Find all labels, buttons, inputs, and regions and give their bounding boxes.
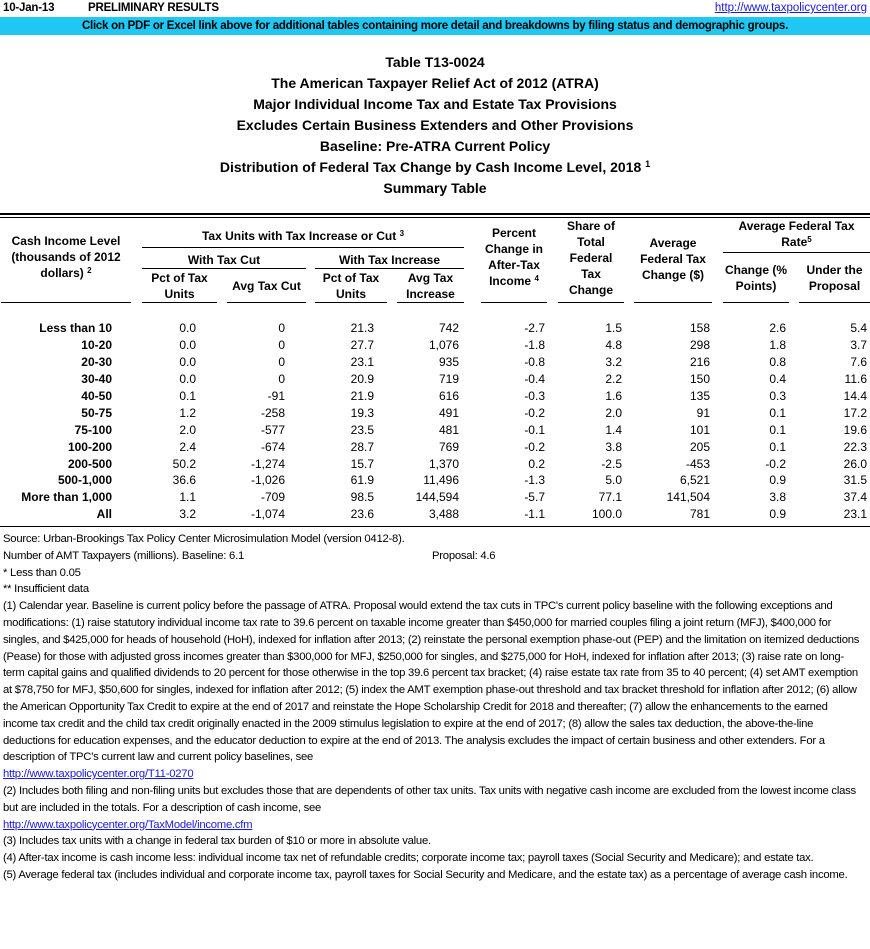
rate-change-cell: 0.3: [769, 389, 786, 403]
hdr-line: Change ($): [641, 268, 704, 282]
hdr-line: Average Federal Tax: [738, 219, 855, 233]
table-row: [0, 371, 867, 388]
group-avg-rate: [723, 218, 870, 250]
table-distribution-title: [0, 157, 870, 178]
footnote-ref: 2: [87, 266, 92, 275]
rate-under-cell: 19.6: [843, 422, 867, 437]
hdr-line: Pct of Tax: [322, 271, 380, 285]
income-level-cell: 30-40: [81, 372, 112, 387]
cut-avg-cell: 0: [278, 372, 285, 387]
income-level-cell: Less than 10: [39, 321, 112, 336]
table-summary-label: Summary Table: [383, 180, 487, 196]
col-underline: [723, 302, 789, 303]
pct-change-cell: -1.1: [524, 507, 545, 522]
rate-under-cell: 23.1: [843, 507, 867, 522]
col-pct-change: [481, 225, 547, 289]
table-row: [0, 438, 867, 455]
rate-under-cell: 3.7: [850, 338, 867, 353]
avg-change-cell: 91: [696, 405, 710, 420]
table-titles: [0, 52, 870, 199]
cut-avg-cell: -1,026: [250, 473, 285, 488]
hdr-line: [0, 265, 132, 281]
rate-under-cell: 26.0: [843, 456, 867, 471]
col-underline: [397, 302, 464, 303]
double-star-note: ** Insufficient data: [3, 583, 89, 596]
inc-pct-cell: 61.9: [350, 473, 374, 488]
rate-change-cell: 0.9: [769, 473, 786, 488]
inc-avg-cell: 491: [438, 405, 459, 420]
rate-under-cell: 5.4: [850, 321, 867, 336]
hdr-line: Change in: [484, 242, 543, 256]
cut-avg-cell: -1,274: [250, 456, 285, 471]
col-underline: [634, 302, 712, 303]
table-row: [0, 455, 867, 472]
col-underline: [142, 302, 217, 303]
rate-change-cell: 0.1: [769, 422, 786, 437]
col-share: [558, 218, 624, 298]
col-cut-pct: [142, 270, 217, 302]
status-label: PRELIMINARY RESULTS: [88, 2, 219, 14]
rate-change-cell: 0.8: [769, 355, 786, 370]
cut-pct-cell: 36.6: [172, 473, 196, 488]
table-subtitle-1: Major Individual Income Tax and Estate Tax Provisions: [253, 96, 617, 112]
footnote-2: (2) Includes both filing and non-filing units but excludes those that are dependents of other tax units. Tax units with negative cash income are excluded from the lowest income class but are included in the totals. For a description of cash income, see: [3, 784, 856, 814]
inc-avg-cell: 935: [438, 355, 459, 370]
footnote-ref: 5: [807, 235, 812, 244]
col-cut-avg: Avg Tax Cut: [232, 279, 301, 293]
avg-change-cell: -453: [685, 456, 710, 471]
hdr-line: Units: [336, 287, 366, 301]
group-tax-units: [142, 228, 464, 244]
hdr-line: Change: [568, 283, 613, 297]
pct-change-cell: -0.2: [524, 439, 545, 454]
hdr-line: Average: [649, 236, 697, 250]
pct-change-cell: -0.8: [524, 355, 545, 370]
inc-avg-cell: 742: [438, 321, 459, 336]
pct-change-cell: 0.2: [528, 456, 545, 471]
avg-change-cell: 298: [689, 338, 710, 353]
rate-change-cell: 3.8: [769, 490, 786, 505]
cut-pct-cell: 0.1: [179, 389, 196, 403]
share-cell: 2.0: [605, 405, 622, 420]
share-cell: 1.6: [605, 389, 622, 403]
inc-avg-cell: 144,594: [415, 490, 459, 505]
inc-pct-cell: 27.7: [350, 338, 374, 353]
table-title: The American Taxpayer Relief Act of 2012 (ATRA): [271, 75, 599, 91]
share-cell: 1.4: [605, 422, 622, 437]
hdr-line: Increase: [406, 287, 455, 301]
subgroup-tax-cut: With Tax Cut: [187, 253, 261, 267]
rate-change-cell: 0.9: [769, 507, 786, 522]
inc-avg-cell: 11,496: [423, 473, 459, 488]
col-underline: [481, 302, 547, 303]
cut-avg-cell: -1,074: [250, 507, 285, 522]
pct-change-cell: -0.2: [524, 405, 545, 420]
income-level-cell: 50-75: [81, 405, 112, 420]
inc-avg-cell: 3,488: [428, 507, 459, 522]
rate-under-cell: 17.2: [843, 405, 867, 420]
inc-pct-cell: 23.1: [350, 355, 374, 370]
income-level-cell: 500-1,000: [57, 473, 112, 488]
hdr-line: Points): [735, 279, 777, 293]
avg-change-cell: 150: [689, 372, 710, 387]
inc-pct-cell: 98.5: [350, 490, 374, 505]
amt-baseline: Number of AMT Taxpayers (millions). Baseline: 6.1: [3, 549, 244, 562]
cut-avg-cell: -91: [267, 389, 285, 403]
table-id: Table T13-0024: [385, 54, 485, 70]
rate-change-cell: 0.1: [769, 405, 786, 420]
share-cell: -2.5: [601, 456, 622, 471]
cut-pct-cell: 0.0: [179, 372, 196, 387]
cut-pct-cell: 3.2: [179, 507, 196, 522]
hdr-line: (thousands of 2012: [11, 250, 121, 264]
share-cell: 2.2: [605, 372, 622, 387]
share-cell: 3.8: [605, 439, 622, 454]
footnote-4: (4) After-tax income is cash income less: individual income tax net of refundable credits; corporate income tax; payroll taxes (Social Security and Medicare); and estate tax.: [3, 852, 814, 865]
table-bottom-rule: [0, 526, 870, 527]
hdr-text: dollars): [40, 266, 84, 280]
rate-under-cell: 37.4: [843, 490, 867, 505]
tpc-home-link[interactable]: http://www.taxpolicycenter.org: [714, 2, 867, 14]
baseline-link[interactable]: http://www.taxpolicycenter.org/T11-0270: [3, 768, 194, 781]
cut-avg-cell: -674: [260, 439, 285, 454]
hdr-line: Pct of Tax: [151, 271, 208, 285]
group-underline: [142, 247, 464, 248]
table-row: [0, 337, 867, 354]
hdr-line: Avg Tax: [407, 271, 454, 285]
cut-avg-cell: 0: [278, 355, 285, 370]
hdr-line: Tax: [581, 267, 601, 281]
cut-avg-cell: -577: [260, 422, 285, 437]
hdr-line: Federal Tax: [640, 252, 706, 266]
footnote-ref: 3: [399, 229, 405, 238]
income-level-cell: 10-20: [81, 338, 112, 353]
share-cell: 4.8: [605, 338, 622, 353]
table-row: [0, 320, 867, 337]
pct-change-cell: -2.7: [524, 321, 545, 336]
income-level-cell: All: [96, 507, 112, 522]
hdr-line: Units: [164, 287, 195, 301]
amt-proposal: Proposal: 4.6: [432, 549, 496, 562]
inc-pct-cell: 28.7: [350, 439, 374, 454]
rate-change-cell: 2.6: [769, 321, 786, 336]
rate-change-cell: 0.4: [769, 372, 786, 387]
subgroup-underline: [315, 268, 464, 269]
hdr-line: Percent: [491, 226, 537, 240]
cut-pct-cell: 50.2: [172, 456, 196, 471]
col-underline: [227, 302, 306, 303]
pct-change-cell: -0.1: [524, 422, 545, 437]
report-date: 10-Jan-13: [3, 2, 55, 14]
avg-change-cell: 135: [689, 389, 710, 403]
inc-avg-cell: 769: [438, 439, 459, 454]
avg-change-cell: 6,521: [679, 473, 710, 488]
footnote-ref: 4: [534, 274, 539, 283]
cut-avg-cell: -258: [260, 405, 285, 420]
data-table: [0, 320, 867, 523]
col-underline: [799, 302, 870, 303]
hdr-line: [481, 273, 547, 289]
rate-under-cell: 31.5: [843, 473, 867, 488]
cut-avg-cell: 0: [278, 321, 285, 336]
star-note: * Less than 0.05: [3, 566, 81, 579]
share-cell: 5.0: [605, 473, 622, 488]
cut-pct-cell: 0.0: [179, 355, 196, 370]
cut-avg-cell: -709: [260, 490, 285, 505]
top-bar: [0, 0, 870, 17]
cash-income-link[interactable]: http://www.taxpolicycenter.org/TaxModel/income.cfm: [3, 818, 253, 831]
col-underline: [558, 302, 624, 303]
inc-pct-cell: 20.9: [350, 372, 374, 387]
rate-under-cell: 11.6: [844, 372, 867, 387]
col-underline: [1, 302, 131, 303]
hdr-text: Tax Units with Tax Increase or Cut: [201, 229, 397, 243]
inc-pct-cell: 19.3: [350, 405, 374, 420]
rate-change-cell: 0.1: [769, 439, 786, 454]
hdr-text: Income: [489, 274, 532, 288]
pct-change-cell: -1.3: [524, 473, 545, 488]
share-cell: 77.1: [598, 490, 622, 505]
income-level-cell: 20-30: [81, 355, 112, 370]
hdr-line: After-Tax: [488, 258, 540, 272]
inc-pct-cell: 21.3: [350, 321, 374, 336]
footnote-5: (5) Average federal tax (includes individual and corporate income tax, payroll taxes for Social Security and Medicare, and the estate tax) as a percentage of average cash income.: [3, 868, 848, 881]
hdr-text: Rate: [781, 235, 808, 249]
income-level-cell: 40-50: [81, 389, 112, 403]
income-level-cell: 200-500: [67, 456, 112, 471]
pct-change-cell: -0.3: [524, 389, 545, 403]
table-row: [0, 472, 867, 489]
cut-pct-cell: 1.1: [179, 490, 196, 505]
cut-pct-cell: 0.0: [179, 338, 196, 353]
rate-under-cell: 22.3: [843, 439, 867, 454]
inc-avg-cell: 719: [438, 372, 459, 387]
table-row: [0, 388, 867, 405]
col-rate-under: [799, 262, 870, 294]
avg-change-cell: 141,504: [666, 490, 710, 505]
col-rate-change: [723, 262, 789, 294]
group-underline: [723, 252, 870, 253]
rate-change-cell: 1.8: [769, 338, 786, 353]
cut-pct-cell: 0.0: [179, 321, 196, 336]
cut-pct-cell: 2.0: [179, 422, 196, 437]
cut-pct-cell: 1.2: [179, 405, 196, 420]
distribution-text: Distribution of Federal Tax Change by Cash Income Level, 2018: [219, 159, 642, 175]
col-avg-change: [634, 235, 712, 283]
amt-note: [3, 548, 865, 565]
subgroup-underline: [142, 268, 306, 269]
table-baseline: Baseline: Pre-ATRA Current Policy: [319, 138, 551, 154]
hdr-line: Proposal: [808, 279, 861, 293]
avg-change-cell: 781: [689, 507, 710, 522]
cut-avg-cell: 0: [278, 338, 285, 353]
subgroup-tax-increase: With Tax Increase: [338, 253, 441, 267]
hdr-line: Total: [577, 235, 605, 249]
table-row: [0, 354, 867, 371]
avg-change-cell: 205: [689, 439, 710, 454]
avg-change-cell: 158: [689, 321, 710, 336]
hdr-line: [723, 234, 870, 250]
inc-pct-cell: 21.9: [350, 389, 374, 403]
footnote-1: (1) Calendar year. Baseline is current policy before the passage of ATRA. Proposal would extend the tax cuts in TPC's current policy baseline with the following exceptions and modifications: (1) raise statutory individual income tax rate to 39.6 percent on taxable income greater than $450,000 for married couples filing a joint return (MFJ), $400,000 for singles, and $425,000 for heads of household (HoH), indexed for inflation after 2013; (2) reinstate the personal exemption phase-out (PEP) and the limitation on itemized deductions (Pease) for those with adjusted gross incomes greater than $300,000 for MFJ, $250,000 for singles, and $275,000 for HoH, indexed for inflation after 2013; (3) raise rate on long-term capital gains and qualified dividends to 20 percent for those otherwise in the top 39.6 percent tax bracket; (4) raise estate tax rate from 35 to 40 percent; (4) set AMT exemption at $78,750 for MFJ, $50,600 for singles, indexed for inflation after 2012; (5) index the AMT exemption phase-out threshold and tax bracket threshold for inflation after 2012; (6) allow the American Opportunity Tax Credit to expire at the end of 2017 and reinstate the Hope Scholarship Credit for 2018 and thereafter; (7) allow the enhancements to the earned income tax credit and the child tax credit originally enacted in the 2009 stimulus legislation to expire at the end of 2017; (8) allow the sales tax deduction, the above-the-line deductions for education expenses, and the educator deduction to expire at the end of 2013. The analysis excludes the impact of certain business and other extenders. For a description of TPC's current law and current policy baselines, see: [3, 600, 860, 764]
cut-pct-cell: 2.4: [179, 439, 196, 454]
income-level-cell: 75-100: [74, 422, 112, 437]
avg-change-cell: 216: [689, 355, 710, 370]
table-row: [0, 421, 867, 438]
table-row: [0, 506, 867, 523]
hdr-line: Federal: [569, 251, 613, 265]
income-level-cell: More than 1,000: [21, 490, 112, 505]
inc-avg-cell: 481: [438, 422, 459, 437]
share-cell: 1.5: [605, 321, 622, 336]
footnote-3: (3) Includes tax units with a change in federal tax burden of $10 or more in absolute value.: [3, 835, 431, 848]
table-row: [0, 404, 867, 421]
rate-under-cell: 7.6: [850, 355, 867, 370]
source-note: Source: Urban-Brookings Tax Policy Center Microsimulation Model (version 0412-8).: [3, 533, 405, 545]
inc-pct-cell: 15.7: [350, 456, 374, 471]
share-cell: 3.2: [605, 355, 622, 370]
hdr-line: Share of: [566, 219, 615, 233]
inc-avg-cell: 1,076: [428, 338, 459, 353]
footnotes: [3, 531, 865, 884]
share-cell: 100.0: [591, 507, 622, 522]
col-inc-pct: [315, 270, 387, 302]
footnote-ref: 1: [645, 159, 651, 169]
inc-pct-cell: 23.5: [350, 422, 374, 437]
hdr-line: Under the: [806, 263, 863, 277]
col-underline: [315, 302, 387, 303]
inc-avg-cell: 616: [438, 389, 459, 403]
table-subtitle-2: Excludes Certain Business Extenders and Other Provisions: [236, 117, 634, 133]
pct-change-cell: -5.7: [524, 490, 545, 505]
hdr-line: Change (%: [724, 263, 787, 277]
rate-change-cell: -0.2: [765, 456, 786, 471]
avg-change-cell: 101: [689, 422, 710, 437]
inc-avg-cell: 1,370: [428, 456, 459, 471]
table-row: [0, 489, 867, 506]
pct-change-cell: -1.8: [524, 338, 545, 353]
rate-under-cell: 14.4: [843, 389, 867, 403]
inc-pct-cell: 23.6: [350, 507, 374, 522]
col-income-level: [0, 233, 132, 281]
hdr-line: Cash Income Level: [11, 234, 121, 248]
income-level-cell: 100-200: [67, 439, 112, 454]
pct-change-cell: -0.4: [524, 372, 545, 387]
info-banner: Click on PDF or Excel link above for additional tables containing more detail and breakdowns by filing status and demographic groups.: [0, 17, 870, 35]
col-inc-avg: [397, 270, 464, 302]
